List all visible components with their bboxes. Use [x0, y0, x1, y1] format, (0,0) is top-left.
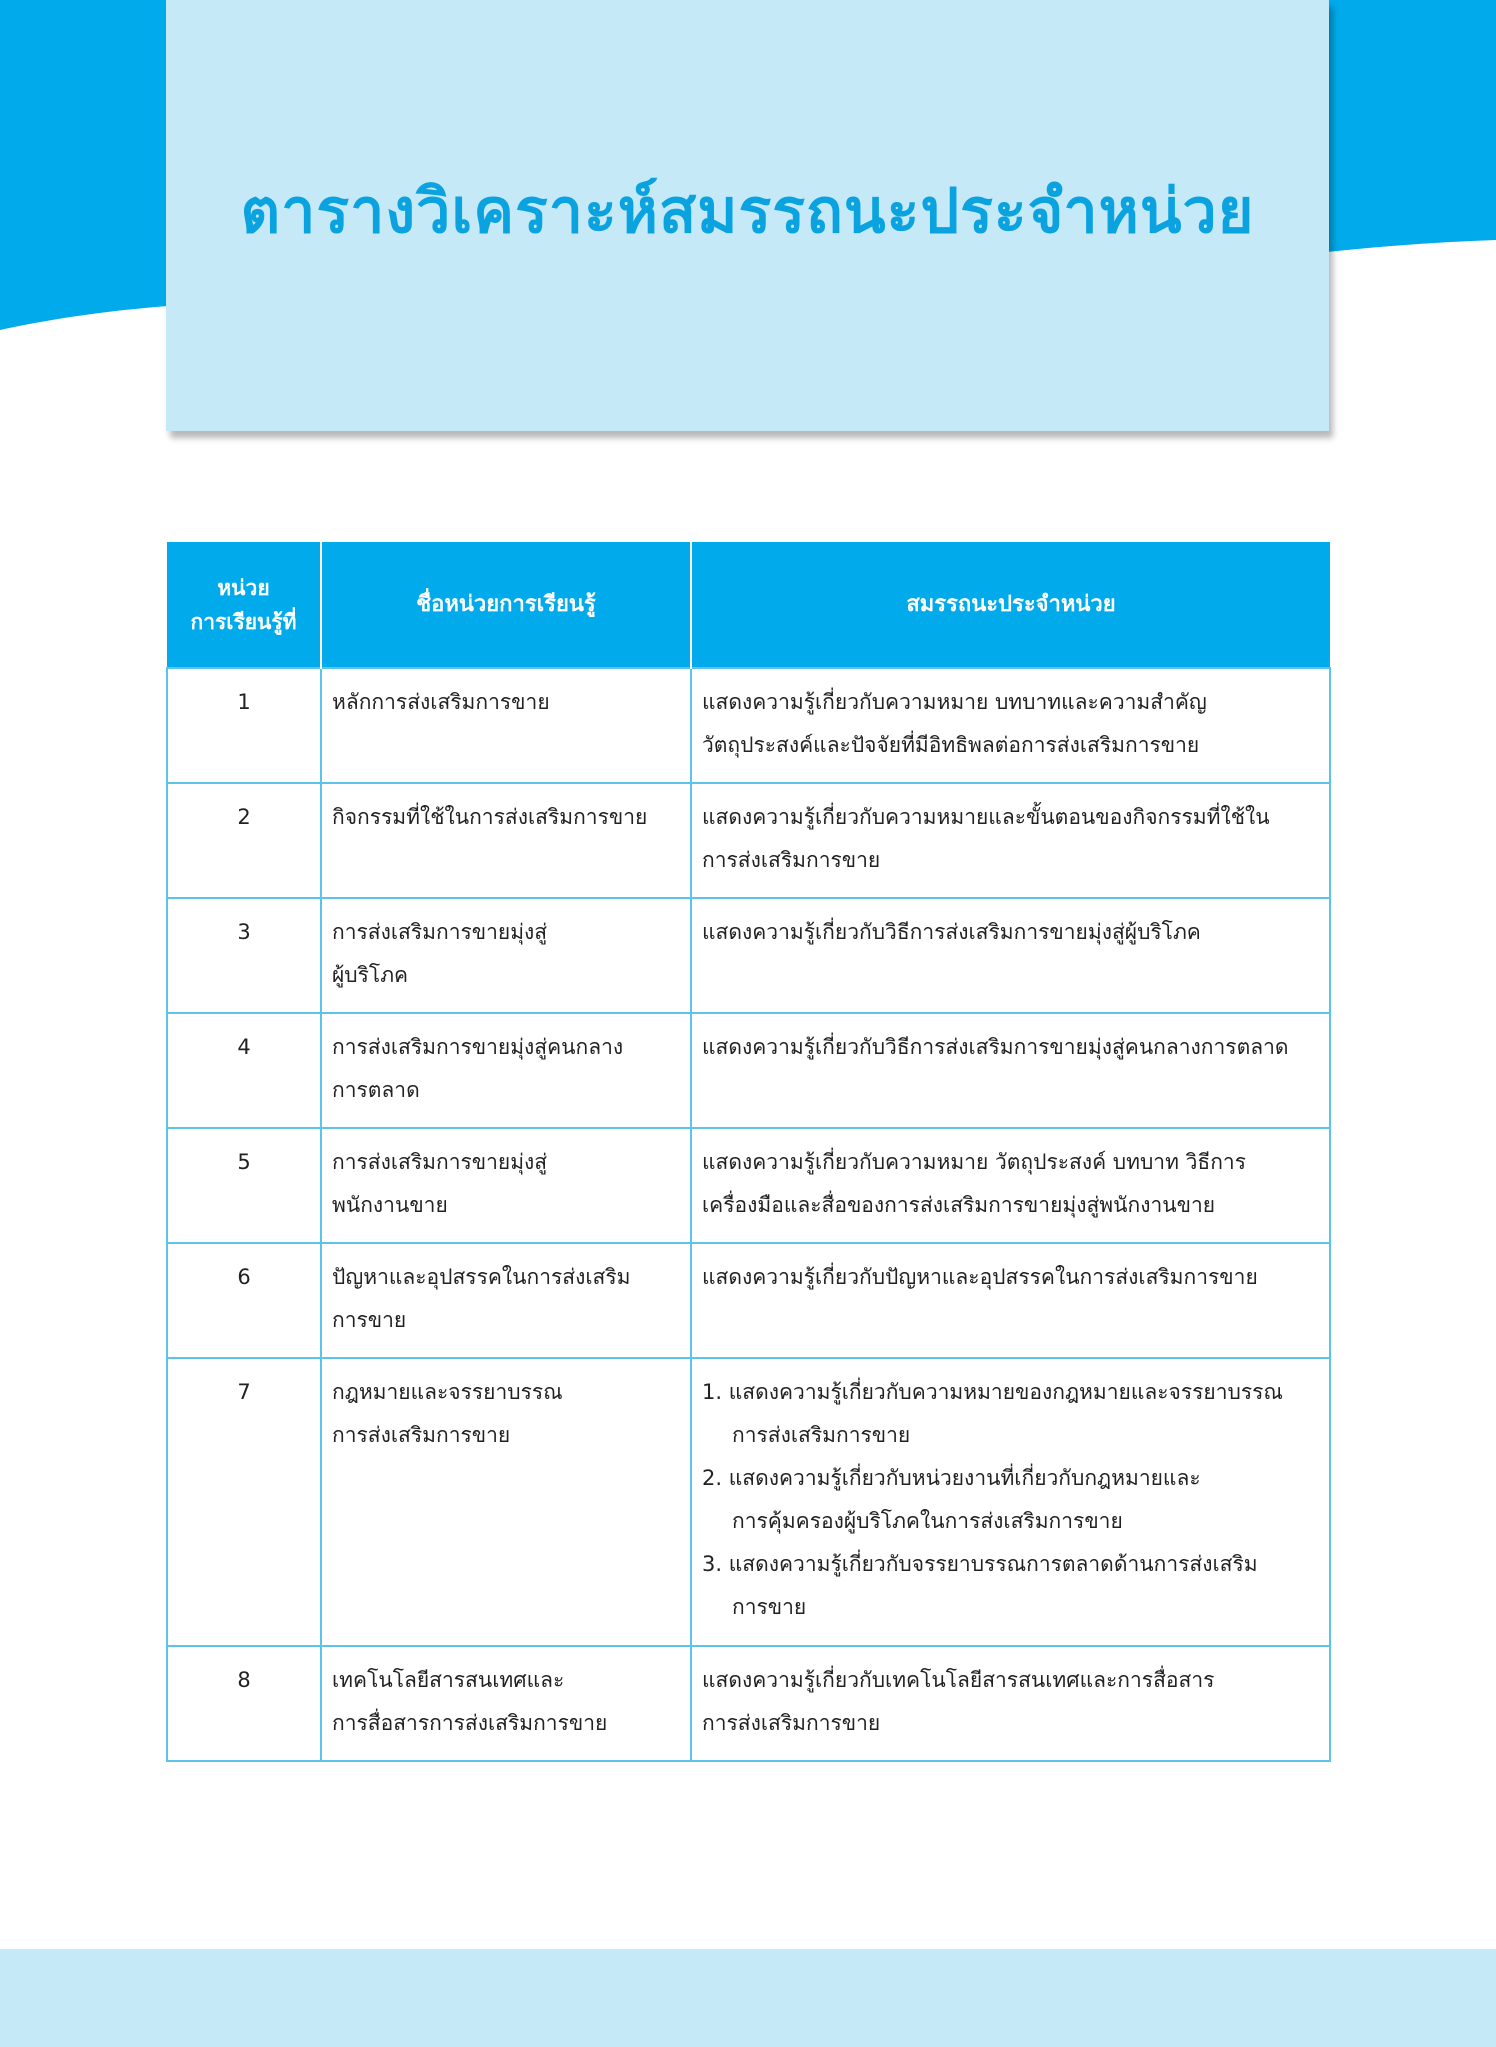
unit-number-cell: 4 — [167, 1013, 321, 1128]
competency-cell — [691, 1243, 1330, 1358]
header-unit-line2: การเรียนรู้ที่ — [190, 609, 297, 634]
unit-name-line: ปัญหาและอุปสรรคในการส่งเสริม — [332, 1265, 631, 1289]
unit-name-cell — [321, 783, 691, 898]
list-marker: 3. — [702, 1552, 723, 1576]
competency-line: แสดงความรู้เกี่ยวกับเทคโนโลยีสารสนเทศและการสื่อสาร — [702, 1668, 1215, 1692]
unit-name-line: ผู้บริโภค — [332, 963, 409, 987]
competency-line: วัตถุประสงค์และปัจจัยที่มีอิทธิพลต่อการส่งเสริมการขาย — [702, 733, 1200, 757]
unit-name-cell — [321, 1013, 691, 1128]
competency-table — [166, 542, 1331, 1762]
competency-line: แสดงความรู้เกี่ยวกับปัญหาและอุปสรรคในการส่งเสริมการขาย — [702, 1265, 1258, 1289]
competency-line: แสดงความรู้เกี่ยวกับความหมายและขั้นตอนของกิจกรรมที่ใช้ใน — [702, 805, 1270, 829]
list-item-text: แสดงความรู้เกี่ยวกับจรรยาบรรณการตลาดด้านการส่งเสริม — [728, 1552, 1258, 1576]
unit-name-line: กิจกรรมที่ใช้ในการส่งเสริมการขาย — [332, 805, 648, 829]
unit-number-cell: 3 — [167, 898, 321, 1013]
table-row — [167, 1646, 1330, 1761]
competency-table-container — [166, 542, 1329, 1762]
unit-number-cell: 1 — [167, 668, 321, 783]
unit-name-cell — [321, 898, 691, 1013]
unit-name-line: การส่งเสริมการขาย — [332, 1423, 511, 1447]
unit-name-cell — [321, 1358, 691, 1646]
table-row — [167, 1013, 1330, 1128]
footer-band — [0, 1949, 1496, 2047]
unit-name-line: พนักงานขาย — [332, 1193, 448, 1217]
competency-cell — [691, 1646, 1330, 1761]
unit-name-cell — [321, 1243, 691, 1358]
competency-line: เครื่องมือและสื่อของการส่งเสริมการขายมุ่งสู่พนักงานขาย — [702, 1193, 1216, 1217]
competency-cell — [691, 1128, 1330, 1243]
unit-number-cell: 2 — [167, 783, 321, 898]
unit-name-line: เทคโนโลยีสารสนเทศและ — [332, 1668, 565, 1692]
table-row — [167, 1128, 1330, 1243]
unit-name-line: การขาย — [332, 1308, 407, 1332]
unit-name-cell — [321, 1128, 691, 1243]
list-marker: 2. — [702, 1466, 723, 1490]
table-row — [167, 1243, 1330, 1358]
unit-name-line: กฎหมายและจรรยาบรรณ — [332, 1380, 563, 1404]
list-item-continuation: การคุ้มครองผู้บริโภคในการส่งเสริมการขาย — [732, 1509, 1123, 1533]
page-title: ตารางวิเคราะห์สมรรถนะประจำหน่วย — [240, 175, 1255, 247]
unit-name-line: การตลาด — [332, 1078, 420, 1102]
table-row — [167, 898, 1330, 1013]
table-row — [167, 783, 1330, 898]
competency-line: แสดงความรู้เกี่ยวกับวิธีการส่งเสริมการขายมุ่งสู่ผู้บริโภค — [702, 920, 1201, 944]
unit-number-cell: 6 — [167, 1243, 321, 1358]
table-body — [167, 668, 1330, 1761]
competency-line: แสดงความรู้เกี่ยวกับวิธีการส่งเสริมการขายมุ่งสู่คนกลางการตลาด — [702, 1035, 1289, 1059]
unit-name-line: การส่งเสริมการขายมุ่งสู่คนกลาง — [332, 1035, 624, 1059]
table-header — [167, 542, 1330, 668]
unit-name-line: การส่งเสริมการขายมุ่งสู่ — [332, 1150, 548, 1174]
list-item-text: แสดงความรู้เกี่ยวกับหน่วยงานที่เกี่ยวกับกฎหมายและ — [728, 1466, 1201, 1490]
competency-line: แสดงความรู้เกี่ยวกับความหมาย วัตถุประสงค์ บทบาท วิธีการ — [702, 1150, 1247, 1174]
header-row — [167, 542, 1330, 668]
competency-cell — [691, 898, 1330, 1013]
table-row — [167, 668, 1330, 783]
unit-name-line: การสื่อสารการส่งเสริมการขาย — [332, 1711, 608, 1735]
competency-list-item — [702, 1371, 1319, 1457]
unit-number-cell: 7 — [167, 1358, 321, 1646]
header-competency: สมรรถนะประจำหน่วย — [691, 542, 1330, 668]
competency-list-item — [702, 1543, 1319, 1629]
header-unit-name: ชื่อหน่วยการเรียนรู้ — [321, 542, 691, 668]
list-item-text: แสดงความรู้เกี่ยวกับความหมายของกฎหมายและจรรยาบรรณ — [728, 1380, 1283, 1404]
competency-list-item — [702, 1457, 1319, 1543]
competency-cell — [691, 668, 1330, 783]
competency-cell — [691, 783, 1330, 898]
competency-list — [702, 1371, 1319, 1629]
competency-cell — [691, 1358, 1330, 1646]
competency-cell — [691, 1013, 1330, 1128]
list-item-continuation: การขาย — [732, 1595, 807, 1619]
list-item-continuation: การส่งเสริมการขาย — [732, 1423, 911, 1447]
competency-line: การส่งเสริมการขาย — [702, 1711, 881, 1735]
unit-number-cell: 5 — [167, 1128, 321, 1243]
unit-name-cell — [321, 1646, 691, 1761]
unit-number-cell: 8 — [167, 1646, 321, 1761]
unit-name-cell — [321, 668, 691, 783]
list-marker: 1. — [702, 1380, 723, 1404]
header-unit-number — [167, 542, 321, 668]
unit-name-line: การส่งเสริมการขายมุ่งสู่ — [332, 920, 548, 944]
competency-line: แสดงความรู้เกี่ยวกับความหมาย บทบาทและความสำคัญ — [702, 690, 1207, 714]
unit-name-line: หลักการส่งเสริมการขาย — [332, 690, 550, 714]
table-row — [167, 1358, 1330, 1646]
competency-line: การส่งเสริมการขาย — [702, 848, 881, 872]
header-unit-line1: หน่วย — [217, 575, 270, 600]
title-panel — [166, 0, 1329, 431]
